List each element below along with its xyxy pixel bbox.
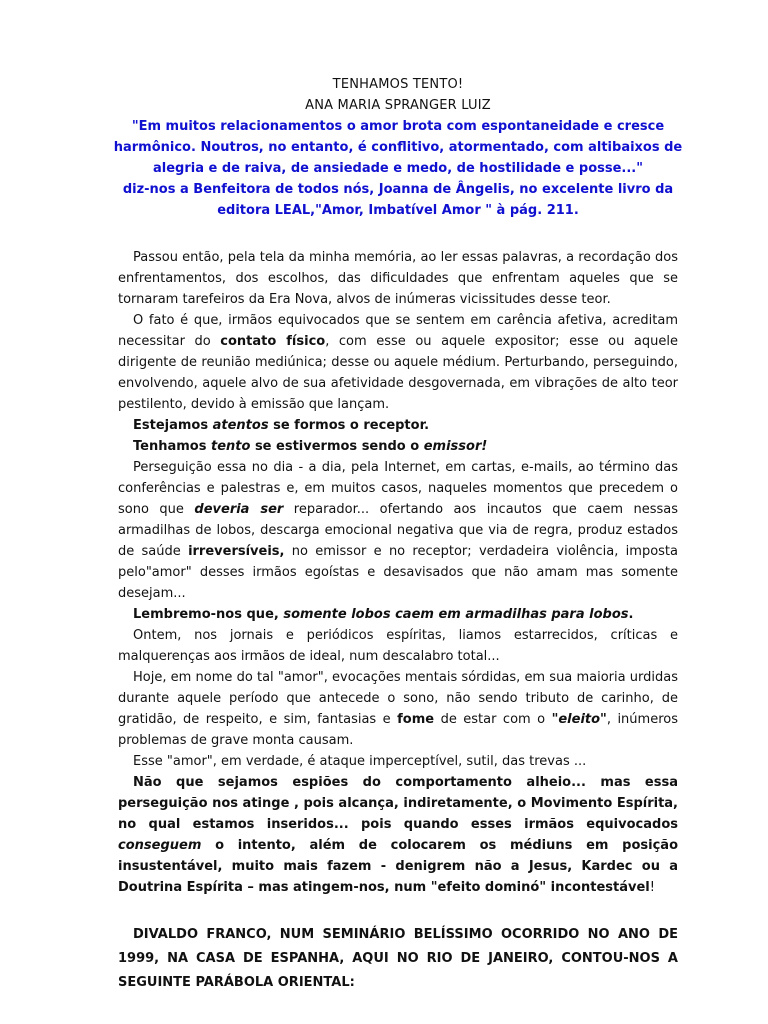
emphasis-tento: tento [210, 439, 251, 454]
emphasis-conseguem: conseguem [118, 838, 202, 853]
text-span: . [628, 607, 634, 622]
paragraph-fact [118, 310, 678, 415]
text-span: O fato é que, irmãos equivocados que se sentem em carência afetiva, acreditam necessitar do [118, 313, 678, 349]
quote-line: editora LEAL,"Amor, Imbatível Amor " à pág. 211. [217, 203, 579, 218]
document-page [113, 74, 683, 1008]
text-span: Estejamos [133, 418, 213, 433]
paragraph-memory: Passou então, pela tela da minha memória, ao ler essas palavras, a recordação dos enfrentamentos, dos escolhos, das dificuldades que enfrentam aqueles que se tornaram tarefeiros da Era Nova, alvos de inúmeras vicissitudes desse teor. [118, 250, 678, 307]
quote-line: alegria e de raiva, de ansiedade e medo, de hostilidade e posse..." [152, 161, 644, 176]
text-span: , com esse ou aquele expositor; esse ou aquele dirigente de reunião mediúnica; desse ou aquele médium. Perturbando, perseguindo, envolvendo, aquele alvo de sua afetividade desgovernada, em vibrações de alto teor pestilento, devido à emissão que lançam. [118, 334, 678, 412]
author-name: ANA MARIA SPRANGER LUIZ [305, 98, 491, 113]
quote-line: diz-nos a Benfeitora de todos nós, Joanna de Ângelis, no excelente livro da [122, 182, 674, 197]
emphasis-atentos: atentos [212, 418, 269, 433]
text-span: Perseguição essa no dia - a dia, pela Internet, em cartas, e-mails, ao término das conferências e palestras e, em muitos casos, naqueles momentos que precedem o sono que [118, 460, 678, 517]
line-tento [118, 436, 678, 457]
text-span: Não que sejamos espiões do comportamento alheio... mas essa perseguição nos atinge , pois alcança, indiretamente, o Movimento Espírita, no qual estamos inseridos... pois quando esses irmãos equivocados [118, 775, 678, 832]
paragraph-ontem: Ontem, nos jornais e periódicos espíritas, liamos estarrecidos, críticas e malquerenças aos irmãos de ideal, num descalabro total... [118, 628, 678, 664]
paragraph-espioes [118, 772, 678, 898]
paragraph-divaldo: DIVALDO FRANCO, NUM SEMINÁRIO BELÍSSIMO OCORRIDO NO ANO DE 1999, NA CASA DE ESPANHA, AQUI NO RIO DE JANEIRO, CONTOU-NOS A SEGUINTE PARÁBOLA ORIENTAL: [118, 927, 678, 990]
text-span: se formos o receptor. [268, 418, 430, 433]
article-body [118, 247, 678, 898]
emphasis-fome: fome [397, 712, 435, 727]
text-span: ! [649, 880, 655, 895]
quote-line: "Em muitos relacionamentos o amor brota com espontaneidade e cresce [131, 119, 665, 134]
text-span: Lembremo-nos que, [133, 607, 284, 622]
quote-line: harmônico. Noutros, no entanto, é conflitivo, atormentado, com altibaixos de [113, 140, 683, 155]
emphasis-emissor: emissor! [423, 439, 488, 454]
emphasis-contato-fisico: contato físico [220, 334, 326, 349]
text-span: , inúmeros problemas de grave monta causam. [118, 712, 678, 748]
line-lobos [118, 604, 678, 625]
text-span: de estar com o [434, 712, 552, 727]
paragraph-amor-trevas: Esse "amor", em verdade, é ataque imperceptível, sutil, das trevas ... [133, 754, 587, 769]
epigraph-quote [108, 116, 688, 221]
document-title: TENHAMOS TENTO! [332, 77, 464, 92]
text-span: Tenhamos [133, 439, 211, 454]
text-span: o intento, além de colocarem os médiuns em posição insustentável, muito mais fazem - denigrem não a Jesus, Kardec ou a Doutrina Espírita – mas atingem-nos, num "efeito dominó" incontestável [118, 838, 678, 895]
paragraph-perseguicao [118, 457, 678, 604]
emphasis-lobos: somente lobos caem em armadilhas para lobos [283, 607, 629, 622]
emphasis-irreversiveis: irreversíveis, [188, 544, 285, 559]
text-span: reparador... ofertando aos incautos que caem nessas armadilhas de lobos, descarga emocional negativa que via de regra, produz estados de saúde [118, 502, 678, 559]
line-atentos [118, 415, 678, 436]
text-span: Hoje, em nome do tal "amor", evocações mentais sórdidas, em sua maioria urdidas durante aquele período que antecede o sono, não sendo tributo de carinho, de gratidão, de respeito, e sim, fantasias e [118, 670, 678, 727]
emphasis-deveria-ser: deveria ser [194, 502, 284, 517]
paragraph-hoje [118, 667, 678, 751]
text-span: no emissor e no receptor; verdadeira violência, imposta pelo"amor" desses irmãos egoístas e desavisados que não amam mas somente desejam... [118, 544, 678, 601]
text-span: se estivermos sendo o [250, 439, 424, 454]
emphasis-eleito: "eleito" [551, 712, 607, 727]
